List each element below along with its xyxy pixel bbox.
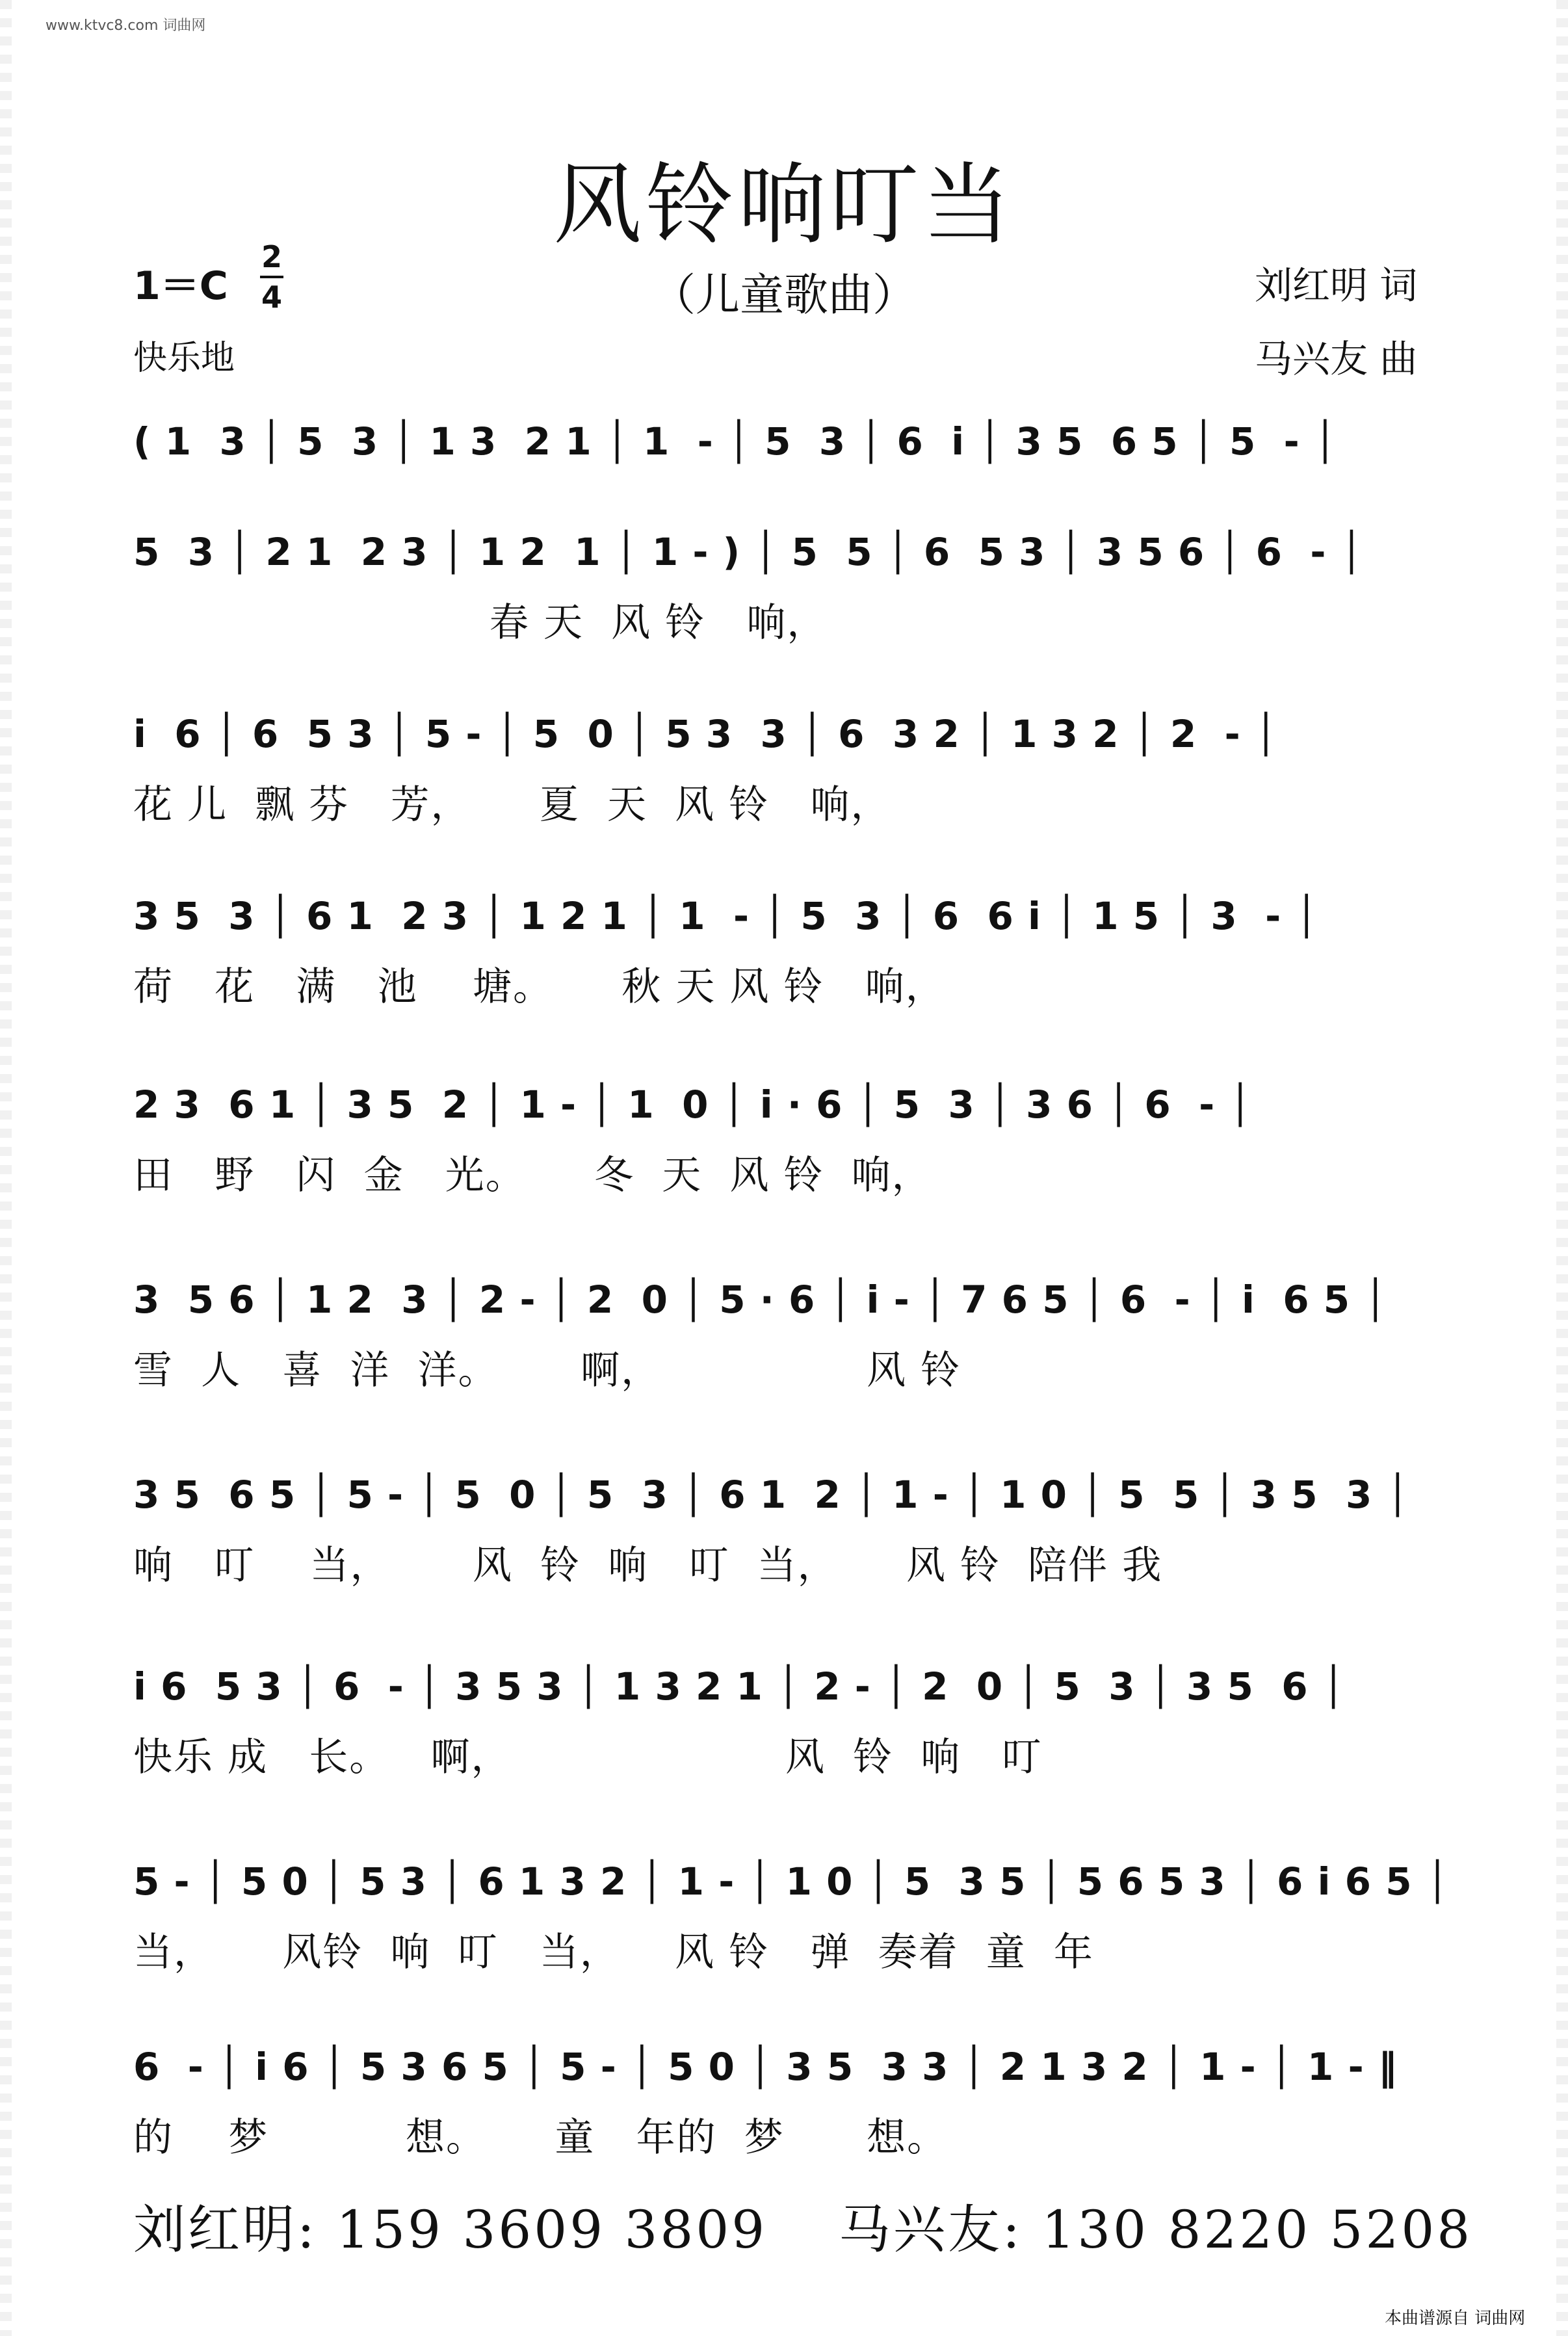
notation-line: 2 3 6 1 │ 3 5 2 │ 1 - │ 1 0 │ i · 6 │ 5 3 │ 3 6 │ 6 - │ [133,1083,1253,1127]
left-border-strip [0,0,12,2336]
notation-line: ( 1 3 │ 5 3 │ 1 3 2 1 │ 1 - │ 5 3 │ 6 i │ 3 5 6 5 │ 5 - │ [133,419,1337,464]
composer-credit: 马兴友 曲 [1255,337,1418,381]
right-border-strip [1556,0,1568,2336]
score-row [133,1473,1437,1588]
notation-line: 3 5 6 │ 1 2 3 │ 2 - │ 2 0 │ 5 · 6 │ i - │ 7 6 5 │ 6 - │ i 6 5 │ [133,1278,1388,1322]
score-row [133,1278,1437,1393]
time-signature [260,239,283,315]
lyric-line: 荷 花 满 池 塘。 秋 天 风 铃 响， [133,964,946,1010]
song-title: 风铃响叮当 [553,154,1015,257]
score-row [133,530,1437,646]
score-row [133,419,1437,491]
lyricist-phone: 刘红明: 159 3609 3809 [133,2199,768,2260]
song-subtitle: （儿童歌曲） [651,270,917,321]
lyric-line: 雪 人 喜 洋 洋。 啊， 风 铃 [133,1348,961,1393]
lyric-line: 春 天 风 铃 响， [133,600,828,646]
score-row [133,712,1437,828]
notation-line: 6 - │ i 6 │ 5 3 6 5 │ 5 - │ 5 0 │ 3 5 3 3 │ 2 1 3 2 │ 1 - │ 1 - ‖ [133,2045,1398,2089]
lyric-line: 花 儿 飘 芬 芳， 夏 天 风 铃 响， [133,782,891,828]
lyric-line: 快乐 成 长。 啊， 风 铃 响 叮 [133,1735,1043,1780]
score-row [133,1859,1450,1975]
lyric-line: 当， 风铃 响 叮 当， 风 铃 弹 奏着 童 年 [133,1930,1094,1975]
composer-phone: 马兴友: 130 8220 5208 [839,2199,1473,2260]
lyric-line: 响 叮 当， 风 铃 响 叮 当， 风 铃 陪伴 我 [133,1543,1163,1588]
watermark: www.ktvc8.com 词曲网 [46,18,206,34]
score-row [133,2045,1437,2160]
notation-line: 3 5 3 │ 6 1 2 3 │ 1 2 1 │ 1 - │ 5 3 │ 6 6 i │ 1 5 │ 3 - │ [133,894,1319,938]
score-row [133,894,1437,1010]
notation-line: 3 5 6 5 │ 5 - │ 5 0 │ 5 3 │ 6 1 2 │ 1 - │ 1 0 │ 5 5 │ 3 5 3 │ [133,1473,1410,1517]
meter-top: 2 [261,239,282,274]
score-row [133,1083,1437,1198]
key-signature: 1＝C [133,263,228,309]
tempo-marking: 快乐地 [133,339,235,378]
lyric-line: 的 梦 想。 童 年的 梦 想。 [133,2115,948,2160]
score-row [133,1664,1437,1780]
lyricist-credit: 刘红明 词 [1255,263,1418,308]
notation-line: 5 - │ 5 0 │ 5 3 │ 6 1 3 2 │ 1 - │ 1 0 │ 5 3 5 │ 5 6 5 3 │ 6 i 6 5 │ [133,1859,1450,1904]
site-note: 本曲谱源自 词曲网 [1385,2309,1526,2328]
lyric-line: 田 野 闪 金 光。 冬 天 风 铃 响， [133,1153,932,1198]
notation-line: i 6 │ 6 5 3 │ 5 - │ 5 0 │ 5 3 3 │ 6 3 2 │ 1 3 2 │ 2 - │ [133,712,1278,756]
meter-bottom: 4 [261,280,282,315]
notation-line: i 6 5 3 │ 6 - │ 3 5 3 │ 1 3 2 1 │ 2 - │ 2 0 │ 5 3 │ 3 5 6 │ [133,1664,1346,1709]
notation-line: 5 3 │ 2 1 2 3 │ 1 2 1 │ 1 - ) │ 5 5 │ 6 5 3 │ 3 5 6 │ 6 - │ [133,530,1364,574]
